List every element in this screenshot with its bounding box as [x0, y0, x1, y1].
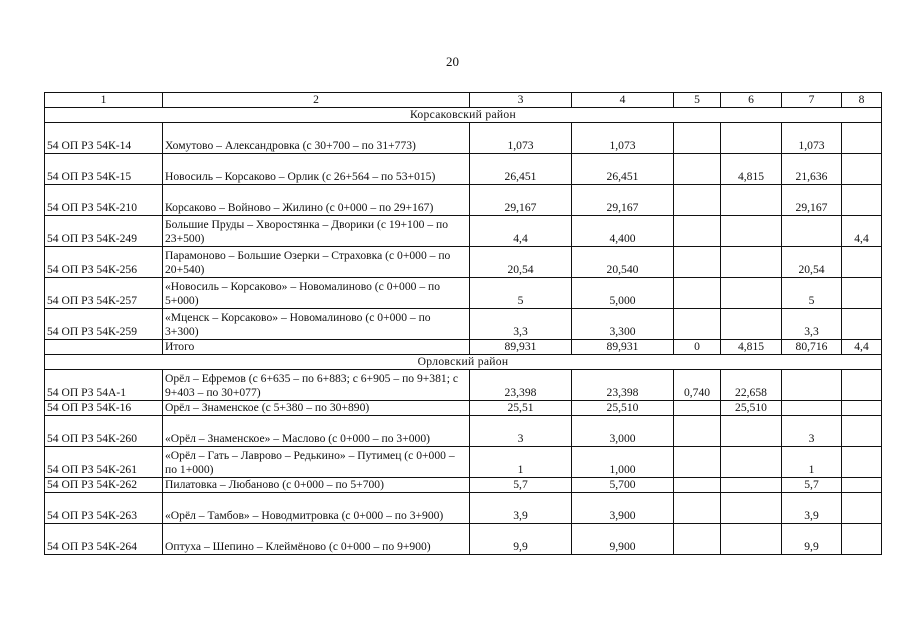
value-c4: 1,000	[572, 447, 674, 478]
road-code: 54 ОП РЗ 54К-264	[45, 524, 163, 555]
road-code: 54 ОП РЗ 54К-263	[45, 493, 163, 524]
road-name: Новосиль – Корсаково – Орлик (с 26+564 – по 53+015)	[163, 154, 470, 185]
table-row	[45, 309, 882, 340]
road-name: Большие Пруды – Хворостянка – Дворики (с 19+100 – по 23+500)	[163, 216, 470, 247]
table-row	[45, 370, 882, 401]
value-c3: 23,398	[470, 370, 572, 401]
total-c5: 0	[674, 340, 721, 355]
column-number-row	[45, 93, 882, 108]
value-c6: 25,510	[721, 401, 782, 416]
value-c8	[842, 478, 882, 493]
road-name: «Орёл – Гать – Лаврово – Редькино» – Путимец (с 0+000 – по 1+000)	[163, 447, 470, 478]
value-c8	[842, 278, 882, 309]
value-c3: 25,51	[470, 401, 572, 416]
road-name: Орёл – Ефремов (с 6+635 – по 6+883; с 6+905 – по 9+381; с 9+403 – по 30+077)	[163, 370, 470, 401]
road-code: 54 ОП РЗ 54К-16	[45, 401, 163, 416]
value-c8	[842, 524, 882, 555]
value-c7: 21,636	[782, 154, 842, 185]
value-c8	[842, 401, 882, 416]
value-c6	[721, 123, 782, 154]
value-c7	[782, 401, 842, 416]
value-c7: 5	[782, 278, 842, 309]
table-row	[45, 278, 882, 309]
value-c3: 29,167	[470, 185, 572, 216]
road-code: 54 ОП РЗ 54К-249	[45, 216, 163, 247]
value-c5	[674, 247, 721, 278]
total-c3: 89,931	[470, 340, 572, 355]
column-number-5: 5	[674, 93, 721, 108]
value-c3: 4,4	[470, 216, 572, 247]
road-code: 54 ОП РЗ 54К-14	[45, 123, 163, 154]
value-c6	[721, 524, 782, 555]
value-c7: 1,073	[782, 123, 842, 154]
table-row	[45, 401, 882, 416]
value-c6: 22,658	[721, 370, 782, 401]
value-c6	[721, 309, 782, 340]
value-c7: 5,7	[782, 478, 842, 493]
value-c4: 5,700	[572, 478, 674, 493]
total-c7: 80,716	[782, 340, 842, 355]
road-name: Парамоново – Большие Озерки – Страховка (с 0+000 – по 20+540)	[163, 247, 470, 278]
road-name: Пилатовка – Любаново (с 0+000 – по 5+700)	[163, 478, 470, 493]
value-c5	[674, 309, 721, 340]
road-name: «Новосиль – Корсаково» – Новомалиново (с 0+000 – по 5+000)	[163, 278, 470, 309]
value-c5	[674, 493, 721, 524]
value-c6	[721, 447, 782, 478]
value-c7: 3	[782, 416, 842, 447]
value-c5	[674, 401, 721, 416]
value-c4: 3,000	[572, 416, 674, 447]
road-code: 54 ОП РЗ 54К-210	[45, 185, 163, 216]
value-c4: 3,300	[572, 309, 674, 340]
road-code: 54 ОП РЗ 54К-261	[45, 447, 163, 478]
value-c3: 3,9	[470, 493, 572, 524]
value-c6	[721, 278, 782, 309]
column-number-2: 2	[163, 93, 470, 108]
value-c3: 1,073	[470, 123, 572, 154]
value-c4: 25,510	[572, 401, 674, 416]
value-c3: 26,451	[470, 154, 572, 185]
value-c6	[721, 216, 782, 247]
value-c5	[674, 416, 721, 447]
value-c3: 9,9	[470, 524, 572, 555]
value-c5	[674, 447, 721, 478]
road-name: «Орёл – Знаменское» – Маслово (с 0+000 – по 3+000)	[163, 416, 470, 447]
column-number-6: 6	[721, 93, 782, 108]
value-c5	[674, 216, 721, 247]
column-number-7: 7	[782, 93, 842, 108]
value-c5	[674, 185, 721, 216]
road-code: 54 ОП РЗ 54К-259	[45, 309, 163, 340]
value-c5	[674, 154, 721, 185]
value-c3: 3,3	[470, 309, 572, 340]
page-number: 20	[446, 54, 459, 69]
table-row	[45, 154, 882, 185]
value-c5	[674, 123, 721, 154]
table-row	[45, 478, 882, 493]
district-header	[45, 108, 882, 123]
road-name: Орёл – Знаменское (с 5+380 – по 30+890)	[163, 401, 470, 416]
value-c3: 1	[470, 447, 572, 478]
total-c4: 89,931	[572, 340, 674, 355]
value-c4: 4,400	[572, 216, 674, 247]
value-c7: 9,9	[782, 524, 842, 555]
value-c6	[721, 416, 782, 447]
table-row	[45, 216, 882, 247]
value-c8	[842, 447, 882, 478]
table-row	[45, 493, 882, 524]
value-c8	[842, 370, 882, 401]
road-name: Корсаково – Войново – Жилино (с 0+000 – по 29+167)	[163, 185, 470, 216]
road-code: 54 ОП РЗ 54К-15	[45, 154, 163, 185]
value-c5: 0,740	[674, 370, 721, 401]
value-c5	[674, 524, 721, 555]
total-empty-cell	[45, 340, 163, 355]
total-row	[45, 340, 882, 355]
value-c4: 9,900	[572, 524, 674, 555]
value-c8: 4,4	[842, 216, 882, 247]
road-name: «Мценск – Корсаково» – Новомалиново (с 0+000 – по 3+300)	[163, 309, 470, 340]
value-c4: 1,073	[572, 123, 674, 154]
value-c6	[721, 478, 782, 493]
road-code: 54 ОП РЗ 54К-260	[45, 416, 163, 447]
value-c4: 23,398	[572, 370, 674, 401]
value-c7: 3,9	[782, 493, 842, 524]
road-name: Оптуха – Шепино – Клеймёново (с 0+000 – по 9+900)	[163, 524, 470, 555]
value-c3: 5,7	[470, 478, 572, 493]
road-code: 54 ОП РЗ 54К-262	[45, 478, 163, 493]
value-c8	[842, 123, 882, 154]
value-c6: 4,815	[721, 154, 782, 185]
value-c8	[842, 247, 882, 278]
district-title: Орловский район	[45, 355, 882, 370]
value-c8	[842, 185, 882, 216]
road-code: 54 ОП РЗ 54К-256	[45, 247, 163, 278]
value-c7	[782, 216, 842, 247]
table-row	[45, 247, 882, 278]
value-c6	[721, 493, 782, 524]
value-c7	[782, 370, 842, 401]
value-c5	[674, 478, 721, 493]
value-c7: 1	[782, 447, 842, 478]
value-c5	[674, 278, 721, 309]
table-row	[45, 447, 882, 478]
road-code: 54 ОП РЗ 54А-1	[45, 370, 163, 401]
table-row	[45, 416, 882, 447]
value-c7: 20,54	[782, 247, 842, 278]
column-number-8: 8	[842, 93, 882, 108]
column-number-1: 1	[45, 93, 163, 108]
table-row	[45, 524, 882, 555]
value-c3: 5	[470, 278, 572, 309]
district-title: Корсаковский район	[45, 108, 882, 123]
value-c8	[842, 493, 882, 524]
value-c7: 29,167	[782, 185, 842, 216]
value-c8	[842, 309, 882, 340]
total-c6: 4,815	[721, 340, 782, 355]
value-c3: 20,54	[470, 247, 572, 278]
total-c8: 4,4	[842, 340, 882, 355]
column-number-4: 4	[572, 93, 674, 108]
value-c4: 29,167	[572, 185, 674, 216]
value-c6	[721, 247, 782, 278]
road-name: Хомутово – Александровка (с 30+700 – по 31+773)	[163, 123, 470, 154]
table-row	[45, 185, 882, 216]
road-code: 54 ОП РЗ 54К-257	[45, 278, 163, 309]
value-c4: 3,900	[572, 493, 674, 524]
value-c7: 3,3	[782, 309, 842, 340]
roads-table	[44, 92, 882, 555]
value-c3: 3	[470, 416, 572, 447]
total-label: Итого	[163, 340, 470, 355]
value-c8	[842, 154, 882, 185]
road-name: «Орёл – Тамбов» – Новодмитровка (с 0+000 – по 3+900)	[163, 493, 470, 524]
value-c6	[721, 185, 782, 216]
value-c4: 26,451	[572, 154, 674, 185]
value-c8	[842, 416, 882, 447]
table-row	[45, 123, 882, 154]
value-c4: 20,540	[572, 247, 674, 278]
column-number-3: 3	[470, 93, 572, 108]
value-c4: 5,000	[572, 278, 674, 309]
district-header	[45, 355, 882, 370]
